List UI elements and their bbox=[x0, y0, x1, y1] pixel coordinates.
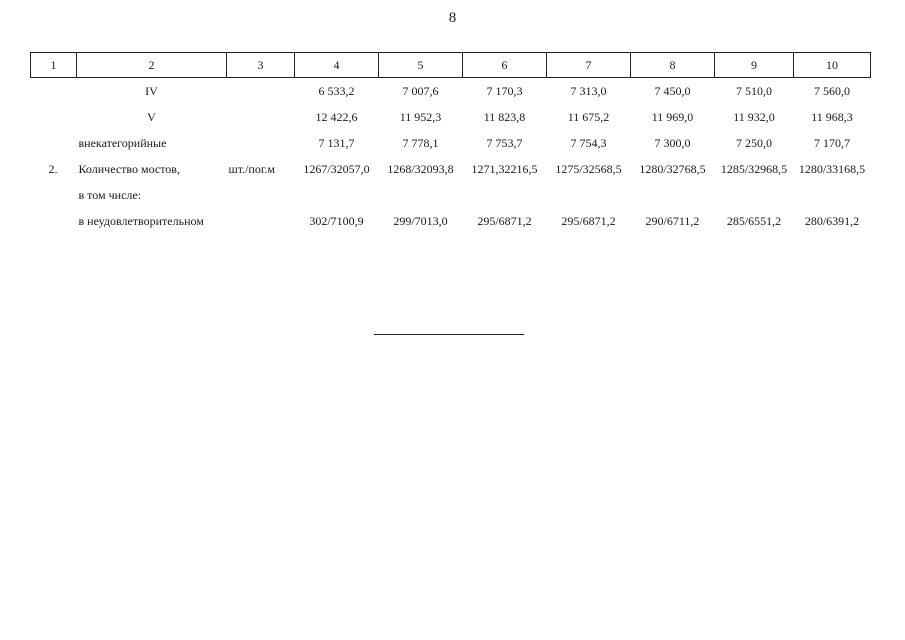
row-label: в том числе: bbox=[78, 187, 142, 202]
table-cell: 1285/32968,5 bbox=[720, 161, 788, 176]
row-label: в неудовлетворительном bbox=[78, 213, 204, 228]
table-cell: 1267/32057,0 bbox=[303, 161, 370, 176]
table-cell: 7 170,3 bbox=[486, 83, 523, 98]
column-header: 9 bbox=[715, 53, 794, 78]
table-row bbox=[31, 104, 871, 130]
table-cell: 11 675,2 bbox=[567, 109, 610, 124]
table-cell bbox=[463, 182, 547, 208]
column-header: 2 bbox=[77, 53, 227, 78]
table-cell: 7 778,1 bbox=[402, 135, 439, 150]
table-cell: 7 510,0 bbox=[736, 83, 772, 98]
column-header: 7 bbox=[547, 53, 631, 78]
row-index bbox=[31, 130, 77, 156]
table-cell bbox=[715, 182, 794, 208]
table-cell: 11 968,3 bbox=[811, 109, 853, 124]
table-cell: 11 969,0 bbox=[651, 109, 694, 124]
row-index: 2. bbox=[48, 161, 58, 176]
table-cell: 7 450,0 bbox=[654, 83, 691, 98]
row-label: Количество мостов, bbox=[78, 161, 180, 176]
row-unit: шт./пог.м bbox=[228, 161, 275, 176]
page-number: 8 bbox=[448, 10, 457, 26]
table-cell: 11 932,0 bbox=[733, 109, 775, 124]
table-cell: 7 300,0 bbox=[654, 135, 691, 150]
row-label: внекатегорийные bbox=[78, 135, 167, 150]
data-table bbox=[30, 52, 870, 234]
table-cell: 7 754,3 bbox=[570, 135, 607, 150]
table-cell: 7 753,7 bbox=[486, 135, 523, 150]
row-index bbox=[31, 104, 77, 130]
table-cell: 7 170,7 bbox=[814, 135, 850, 150]
table-cell: 7 250,0 bbox=[736, 135, 772, 150]
table-cell bbox=[631, 182, 715, 208]
row-index bbox=[31, 78, 77, 105]
table-cell: 12 422,6 bbox=[315, 109, 358, 124]
row-unit bbox=[227, 78, 295, 105]
table-cell: 302/7100,9 bbox=[309, 213, 364, 228]
table-cell: 299/7013,0 bbox=[393, 213, 448, 228]
table-cell: 1280/33168,5 bbox=[798, 161, 866, 176]
table-row bbox=[31, 130, 871, 156]
table-row bbox=[31, 156, 871, 182]
footer-divider bbox=[374, 334, 524, 335]
table-cell: 285/6551,2 bbox=[726, 213, 782, 228]
row-unit bbox=[227, 104, 295, 130]
table-cell bbox=[794, 182, 871, 208]
table-cell: 7 007,6 bbox=[402, 83, 439, 98]
column-header: 5 bbox=[379, 53, 463, 78]
table-cell: 1271,32216,5 bbox=[471, 161, 538, 176]
row-unit bbox=[227, 130, 295, 156]
row-index bbox=[31, 208, 77, 234]
table-row bbox=[31, 208, 871, 234]
table-cell: 1280/32768,5 bbox=[639, 161, 706, 176]
table-cell bbox=[295, 182, 379, 208]
table-cell: 11 823,8 bbox=[483, 109, 526, 124]
table-cell: 295/6871,2 bbox=[477, 213, 532, 228]
column-header: 3 bbox=[227, 53, 295, 78]
column-header: 10 bbox=[794, 53, 871, 78]
table-cell: 295/6871,2 bbox=[561, 213, 616, 228]
table-cell bbox=[379, 182, 463, 208]
header-row bbox=[31, 53, 871, 78]
column-header: 4 bbox=[295, 53, 379, 78]
table-cell: 7 131,7 bbox=[318, 135, 355, 150]
row-unit bbox=[227, 208, 295, 234]
table-cell: 7 313,0 bbox=[570, 83, 607, 98]
table-cell: 6 533,2 bbox=[318, 83, 355, 98]
row-index bbox=[31, 182, 77, 208]
table-cell bbox=[547, 182, 631, 208]
table-cell: 7 560,0 bbox=[814, 83, 850, 98]
column-header: 8 bbox=[631, 53, 715, 78]
table-row bbox=[31, 182, 871, 208]
row-label: V bbox=[147, 109, 156, 124]
table-cell: 280/6391,2 bbox=[804, 213, 860, 228]
row-label: IV bbox=[145, 83, 158, 98]
table-cell: 290/6711,2 bbox=[645, 213, 700, 228]
table-cell: 11 952,3 bbox=[399, 109, 442, 124]
row-unit bbox=[227, 182, 295, 208]
column-header: 1 bbox=[31, 53, 77, 78]
table-cell: 1275/32568,5 bbox=[555, 161, 622, 176]
table-row bbox=[31, 78, 871, 105]
column-header: 6 bbox=[463, 53, 547, 78]
table-cell: 1268/32093,8 bbox=[387, 161, 454, 176]
